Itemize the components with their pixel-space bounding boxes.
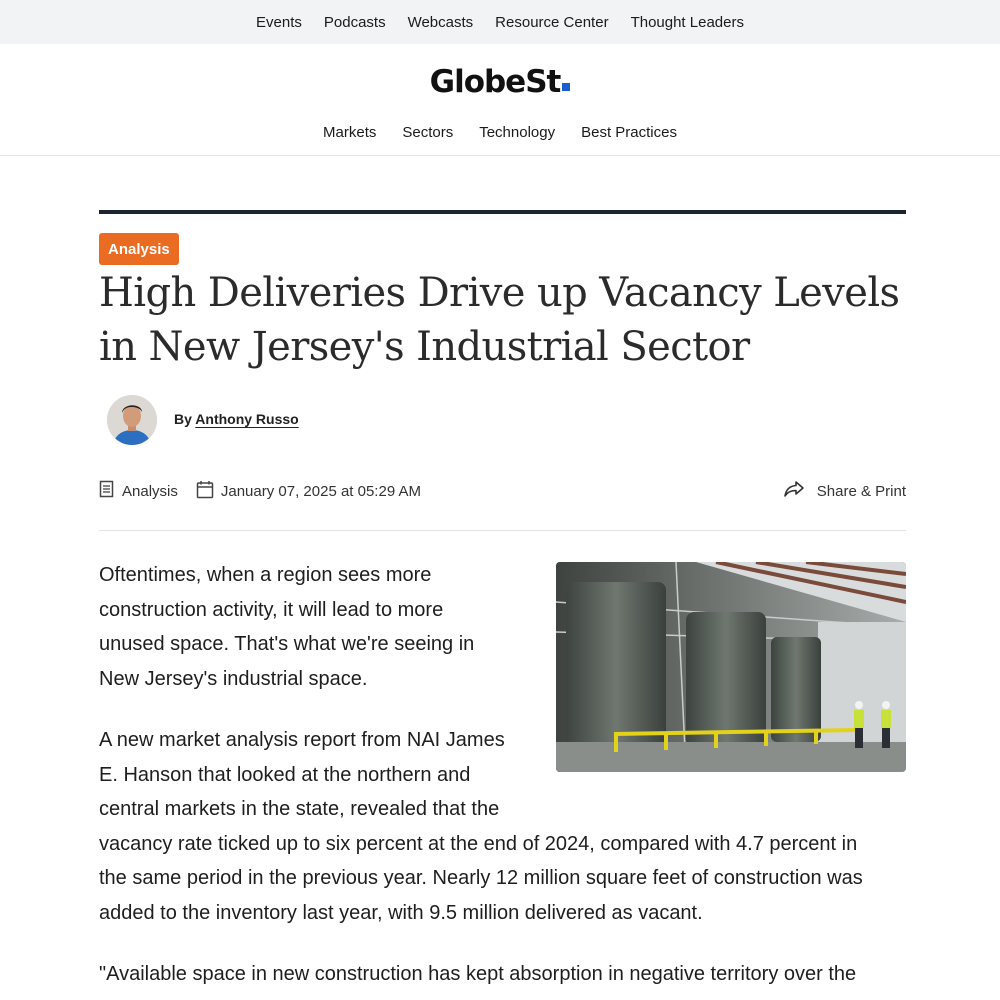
calendar-icon xyxy=(196,480,214,503)
nav-best-practices[interactable]: Best Practices xyxy=(581,124,677,141)
author-avatar[interactable] xyxy=(107,395,157,445)
paragraph-line: "Available space in new construction has kept absorption in negative territory over the xyxy=(99,963,857,985)
article-paragraph xyxy=(99,558,474,696)
meta-date xyxy=(196,480,421,503)
paragraph-line: E. Hanson that looked at the northern and xyxy=(99,763,471,786)
meta-type[interactable] xyxy=(99,480,178,502)
paragraph-line: Oftentimes, when a region sees more xyxy=(99,564,432,586)
article-paragraph xyxy=(99,957,856,992)
meta-date-text: January 07, 2025 at 05:29 AM xyxy=(220,482,422,500)
category-badge[interactable]: Analysis xyxy=(99,233,179,265)
article-headline xyxy=(99,266,919,374)
paragraph-line: unused space. That's what we're seeing in xyxy=(99,633,475,655)
paragraph-line: construction activity, it will lead to more xyxy=(99,598,444,621)
topnav-thought-leaders[interactable]: Thought Leaders xyxy=(630,13,744,31)
top-utility-nav xyxy=(0,0,1000,44)
document-icon xyxy=(99,480,115,502)
logo-dot xyxy=(562,83,570,91)
paragraph-line: central markets in the state, revealed that the xyxy=(99,798,500,820)
paragraph-line: vacancy rate ticked up to six percent at the end of 2024, compared with 4.7 percent in xyxy=(99,832,858,855)
author-link[interactable]: Anthony Russo xyxy=(195,411,299,427)
paragraph-line: added to the inventory last year, with 9.5 million delivered as vacant. xyxy=(99,901,703,924)
topnav-podcasts[interactable]: Podcasts xyxy=(323,13,386,31)
nav-technology[interactable]: Technology xyxy=(479,124,556,141)
meta-type-label: Analysis xyxy=(122,482,178,500)
nav-divider xyxy=(0,155,1000,156)
headline-line: in New Jersey's Industrial Sector xyxy=(99,324,750,370)
meta-divider xyxy=(99,530,906,531)
nav-sectors[interactable]: Sectors xyxy=(402,124,454,141)
paragraph-line: the same period in the previous year. Nearly 12 million square feet of construction was xyxy=(99,867,863,889)
share-print-button[interactable] xyxy=(783,480,906,502)
topnav-webcasts[interactable]: Webcasts xyxy=(407,13,474,31)
article-paragraph xyxy=(99,723,863,930)
site-logo[interactable] xyxy=(0,64,1000,100)
byline xyxy=(174,411,299,427)
byline-prefix: By xyxy=(174,411,192,427)
topnav-events[interactable]: Events xyxy=(256,13,302,31)
share-arrow-icon xyxy=(783,480,805,502)
topnav-resource-center[interactable]: Resource Center xyxy=(495,13,609,31)
paragraph-line: New Jersey's industrial space. xyxy=(99,667,368,690)
nav-markets[interactable]: Markets xyxy=(323,124,377,141)
paragraph-line: A new market analysis report from NAI James xyxy=(99,729,505,751)
article-meta xyxy=(99,480,906,502)
headline-line: High Deliveries Drive up Vacancy Levels xyxy=(99,270,900,316)
article-top-rule xyxy=(99,210,906,214)
share-print-label: Share & Print xyxy=(816,482,906,500)
logo-text: GlobeSt xyxy=(429,64,561,100)
main-nav xyxy=(0,124,1000,141)
avatar-portrait xyxy=(107,395,157,445)
